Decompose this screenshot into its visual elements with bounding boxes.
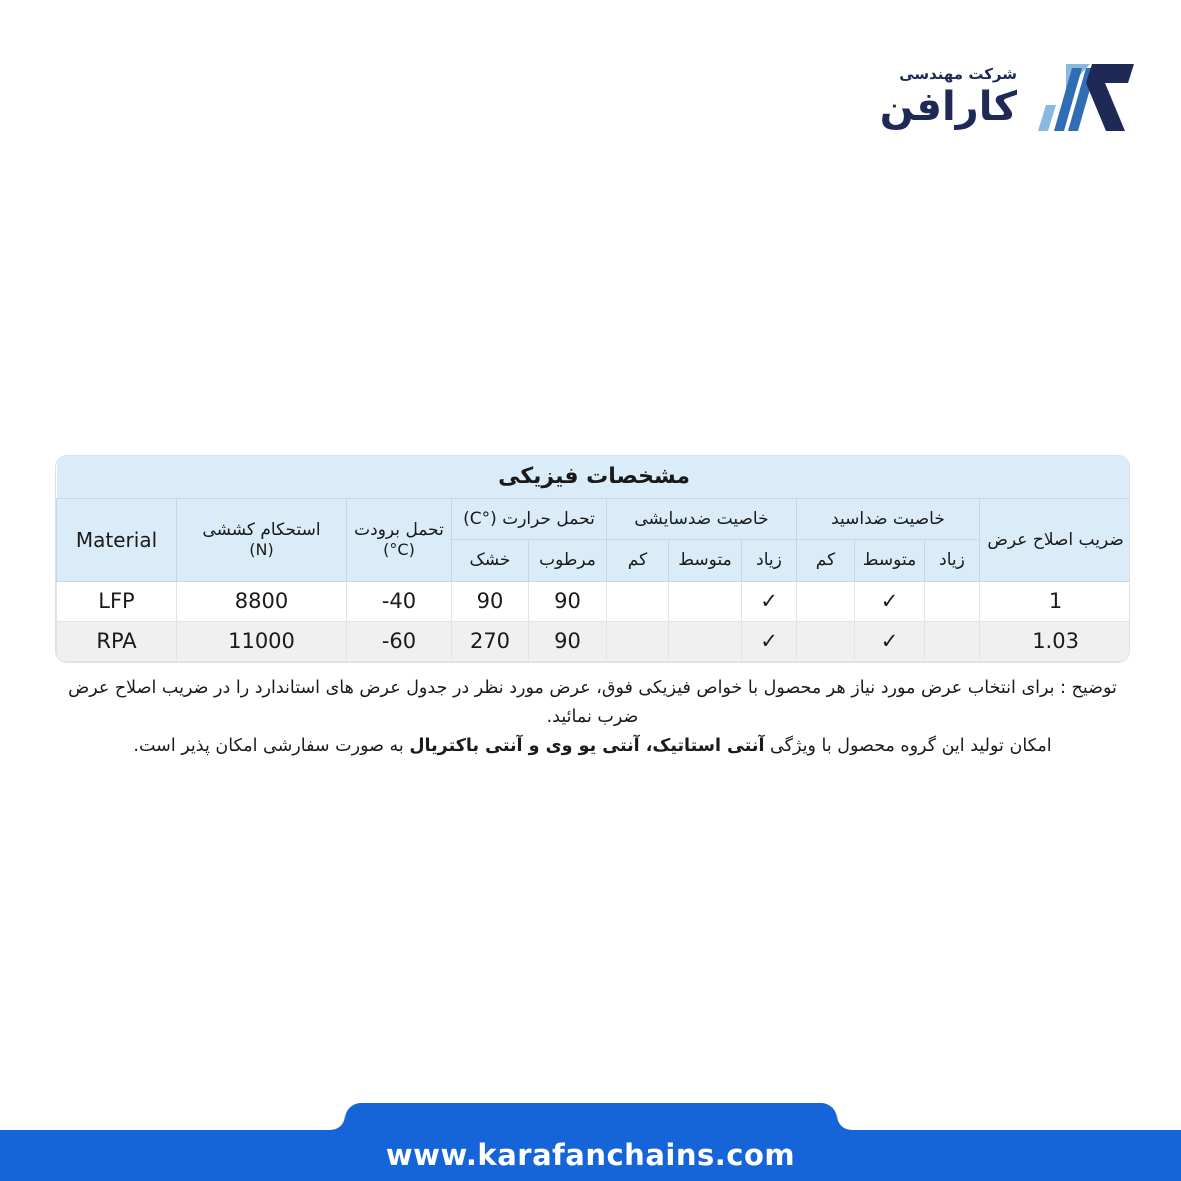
col-abrasion-mid: متوسط <box>669 539 742 581</box>
cell-abrasion-mid <box>669 621 742 661</box>
note-line2-bold: آنتی استاتیک، آنتی یو وی و آنتی باکتریال <box>409 736 765 756</box>
cell-width-factor: 1 <box>980 581 1131 621</box>
col-material: Material <box>57 498 177 581</box>
karafan-logo-icon <box>1027 58 1139 136</box>
logo-company-type: شرکت مهندسی <box>899 65 1017 83</box>
cell-abrasion-low <box>607 581 669 621</box>
explanation-note <box>55 674 1130 761</box>
col-tensile-strength <box>177 498 347 581</box>
tensile-label: استحکام کششی <box>202 520 321 540</box>
col-cold-resistance <box>347 498 452 581</box>
note-line2-suffix: به صورت سفارشی امکان پذیر است. <box>133 736 410 756</box>
physical-spec-table <box>56 456 1130 662</box>
cell-acid-high <box>925 621 980 661</box>
cell-heat-dry: 90 <box>452 581 529 621</box>
table-row-rpa <box>57 621 1131 661</box>
checkmark-icon: ✓ <box>742 621 797 661</box>
cell-heat-dry: 270 <box>452 621 529 661</box>
col-width-factor: ضریب اصلاح عرض <box>980 498 1131 581</box>
cell-tensile: 11000 <box>177 621 347 661</box>
cell-heat-wet: 90 <box>529 581 607 621</box>
table-row-lfp <box>57 581 1131 621</box>
footer-tab-left-fillet <box>331 1116 345 1130</box>
website-link[interactable]: www.karafanchains.com <box>385 1138 796 1172</box>
tensile-unit: (N) <box>249 540 274 559</box>
footer-tab-right-fillet <box>837 1116 851 1130</box>
col-acid-mid: متوسط <box>855 539 925 581</box>
col-heat-resistance-group: تحمل حرارت (°C) <box>452 498 607 539</box>
company-logo <box>880 58 1139 136</box>
logo-company-name: کارافن <box>879 84 1017 130</box>
note-line-2 <box>55 732 1130 761</box>
col-heat-dry: خشک <box>452 539 529 581</box>
spec-table-container <box>55 455 1130 663</box>
col-acid-group: خاصیت ضداسید <box>797 498 980 539</box>
cell-cold: -60 <box>347 621 452 661</box>
cold-label: تحمل برودت <box>354 520 444 540</box>
col-abrasion-high: زیاد <box>742 539 797 581</box>
col-abrasion-low: کم <box>607 539 669 581</box>
cell-abrasion-low <box>607 621 669 661</box>
cell-acid-high <box>925 581 980 621</box>
cell-abrasion-mid <box>669 581 742 621</box>
cell-cold: -40 <box>347 581 452 621</box>
cell-width-factor: 1.03 <box>980 621 1131 661</box>
col-abrasion-group: خاصیت ضدسایشی <box>607 498 797 539</box>
cell-acid-low <box>797 581 855 621</box>
checkmark-icon: ✓ <box>742 581 797 621</box>
note-line-1: توضیح : برای انتخاب عرض مورد نیاز هر محصول با خواص فیزیکی فوق، عرض مورد نظر در جدول عرض های استاندارد را در ضریب اصلاح عرض ضرب نمائید. <box>68 678 1117 727</box>
checkmark-icon: ✓ <box>855 621 925 661</box>
col-heat-wet: مرطوب <box>529 539 607 581</box>
col-acid-high: زیاد <box>925 539 980 581</box>
table-title: مشخصات فیزیکی <box>57 456 1131 498</box>
cell-material: RPA <box>57 621 177 661</box>
logo-text <box>880 64 1017 130</box>
footer-tab <box>345 1103 837 1130</box>
col-acid-low: کم <box>797 539 855 581</box>
cell-tensile: 8800 <box>177 581 347 621</box>
cold-unit: (°C) <box>383 540 415 559</box>
note-line2-prefix: امکان تولید این گروه محصول با ویژگی <box>764 736 1052 756</box>
cell-material: LFP <box>57 581 177 621</box>
checkmark-icon: ✓ <box>855 581 925 621</box>
cell-acid-low <box>797 621 855 661</box>
cell-heat-wet: 90 <box>529 621 607 661</box>
